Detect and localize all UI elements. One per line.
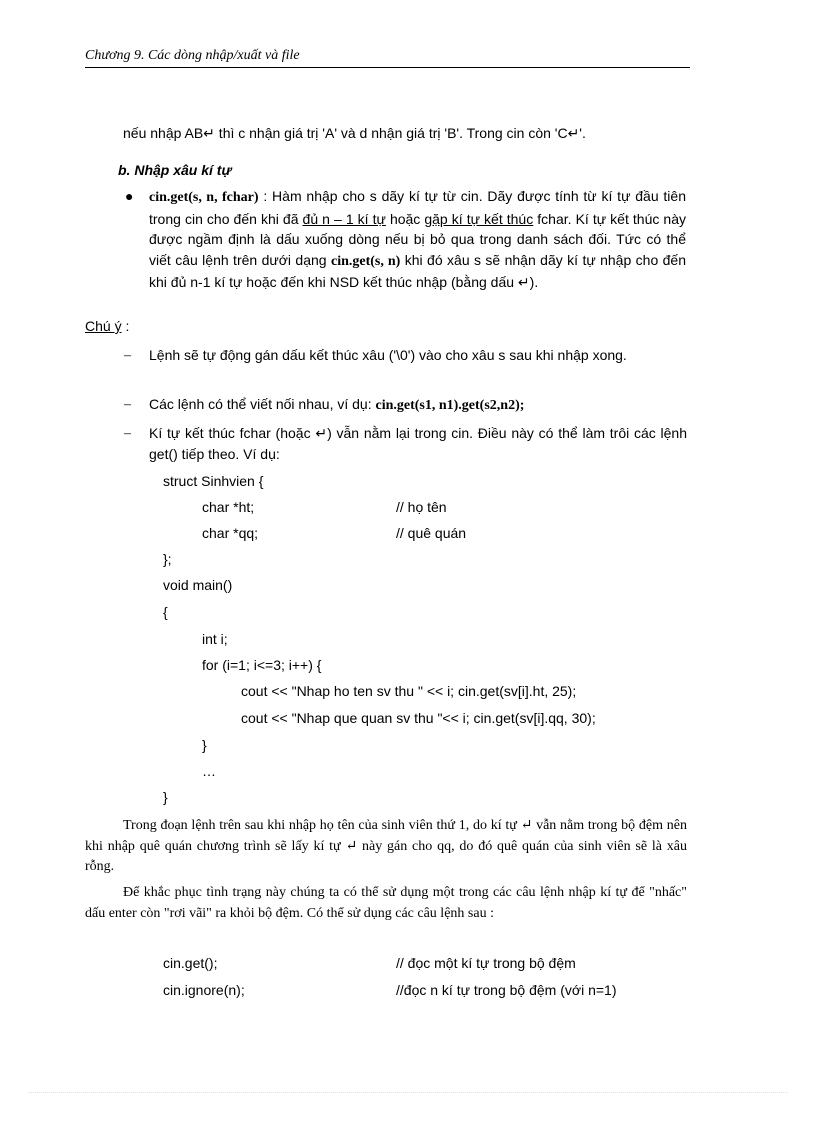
bullet-text-1: : Hàm nhập cho s dãy kí tự từ cin. Dãy được tính từ kí tự đầu tiên trong cin cho đến khi đã [149, 188, 686, 227]
function-signature-short: cin.get(s, n) [331, 253, 401, 269]
bullet-paragraph [149, 186, 686, 293]
code-line: char *qq; [202, 525, 259, 541]
note-item-2 [124, 394, 687, 416]
note-item-text: Kí tự kết thúc fchar (hoặc ↵) vẫn nằm lại trong cin. Điều này có thể làm trôi các lệnh get() tiếp theo. Ví dụ: [149, 425, 687, 462]
intro-paragraph [123, 123, 693, 145]
dash-icon: – [124, 426, 131, 441]
note-label-text: Chú ý [85, 318, 122, 334]
note-item-3 [124, 423, 687, 465]
code-line: … [202, 763, 216, 779]
note-item-1 [124, 345, 687, 366]
note-label [85, 316, 129, 336]
bullet-text-2: fchar. Kí tự kết thúc này được ngầm định là dấu xuống dòng nếu bị bỏ qua trong danh sách đối. Tức có thể viết câu lệnh trên dưới dạng [149, 210, 686, 268]
body-paragraph-2: Để khắc phục tình trạng này chúng ta có thể sử dụng một trong các câu lệnh nhập kí tự để "nhấc" dấu enter còn "rơi vãi" ra khỏi bộ đệm. Có thể sử dụng các câu lệnh sau : [85, 885, 687, 921]
code-comment: // quê quán [396, 525, 467, 541]
code-line: for (i=1; i<=3; i++) { [202, 657, 322, 673]
code-line: } [163, 789, 168, 805]
note-label-suffix: : [121, 318, 130, 334]
dash-icon: – [124, 348, 131, 363]
code-comment: // đọc một kí tự trong bộ đệm [396, 955, 576, 971]
code-line: int i; [202, 631, 228, 647]
page-header [85, 46, 690, 68]
footer-divider [28, 1092, 788, 1093]
bullet-text-3: khi đó xâu s sẽ nhận dãy kí tự nhập cho đến khi đủ n-1 kí tự hoặc đến khi NSD kết thúc nhập (bằng dấu ↵). [149, 251, 686, 291]
dash-icon: – [124, 397, 131, 412]
code-line: struct Sinhvien { [163, 473, 264, 489]
intro-text: nếu nhập AB↵ thì c nhận giá trị 'A' và d nhận giá trị 'B'. Trong cin còn 'C↵'. [123, 125, 586, 141]
code-line: cout << "Nhap que quan sv thu "<< i; cin.get(sv[i].qq, 30); [241, 710, 596, 726]
code-line: }; [163, 551, 172, 567]
bullet-text-mid: hoặc [385, 210, 425, 227]
code-line: cin.get(); [163, 955, 218, 971]
code-comment: // họ tên [396, 499, 447, 515]
section-heading: b. Nhập xâu kí tự [118, 162, 232, 178]
note-item-text: Các lệnh có thể viết nối nhau, ví dụ: [149, 396, 376, 412]
note-item-text: Lệnh sẽ tự động gán dấu kết thúc xâu ('\0') vào cho xâu s sau khi nhập xong. [149, 347, 627, 363]
code-line: { [163, 604, 168, 620]
chapter-title: Chương 9. Các dòng nhập/xuất và file [85, 48, 300, 63]
code-line: void main() [163, 577, 233, 593]
code-line: cout << "Nhap ho ten sv thu " << i; cin.get(sv[i].ht, 25); [241, 683, 577, 699]
body-paragraph-1: Trong đoạn lệnh trên sau khi nhập họ tên của sinh viên thứ 1, do kí tự ↵ vẫn nằm trong bộ đệm nên khi nhập quê quán chương trình sẽ lấy kí tự ↵ này gán cho qq, do đó quê quán của sinh viên sẽ là xâu rỗng. [85, 818, 687, 875]
underlined-phrase-1: đủ n – 1 kí tự [302, 210, 386, 227]
chained-call-example: cin.get(s1, n1).get(s2,n2); [375, 398, 525, 413]
function-signature: cin.get(s, n, fchar) [149, 190, 259, 205]
underlined-phrase-2: gặp kí tự kết thúc [424, 210, 534, 227]
code-line: cin.ignore(n); [163, 982, 245, 998]
code-line: char *ht; [202, 499, 255, 515]
code-line: } [202, 737, 207, 753]
bullet-icon: ● [125, 190, 134, 205]
code-comment: //đọc n kí tự trong bộ đệm (với n=1) [396, 982, 617, 998]
